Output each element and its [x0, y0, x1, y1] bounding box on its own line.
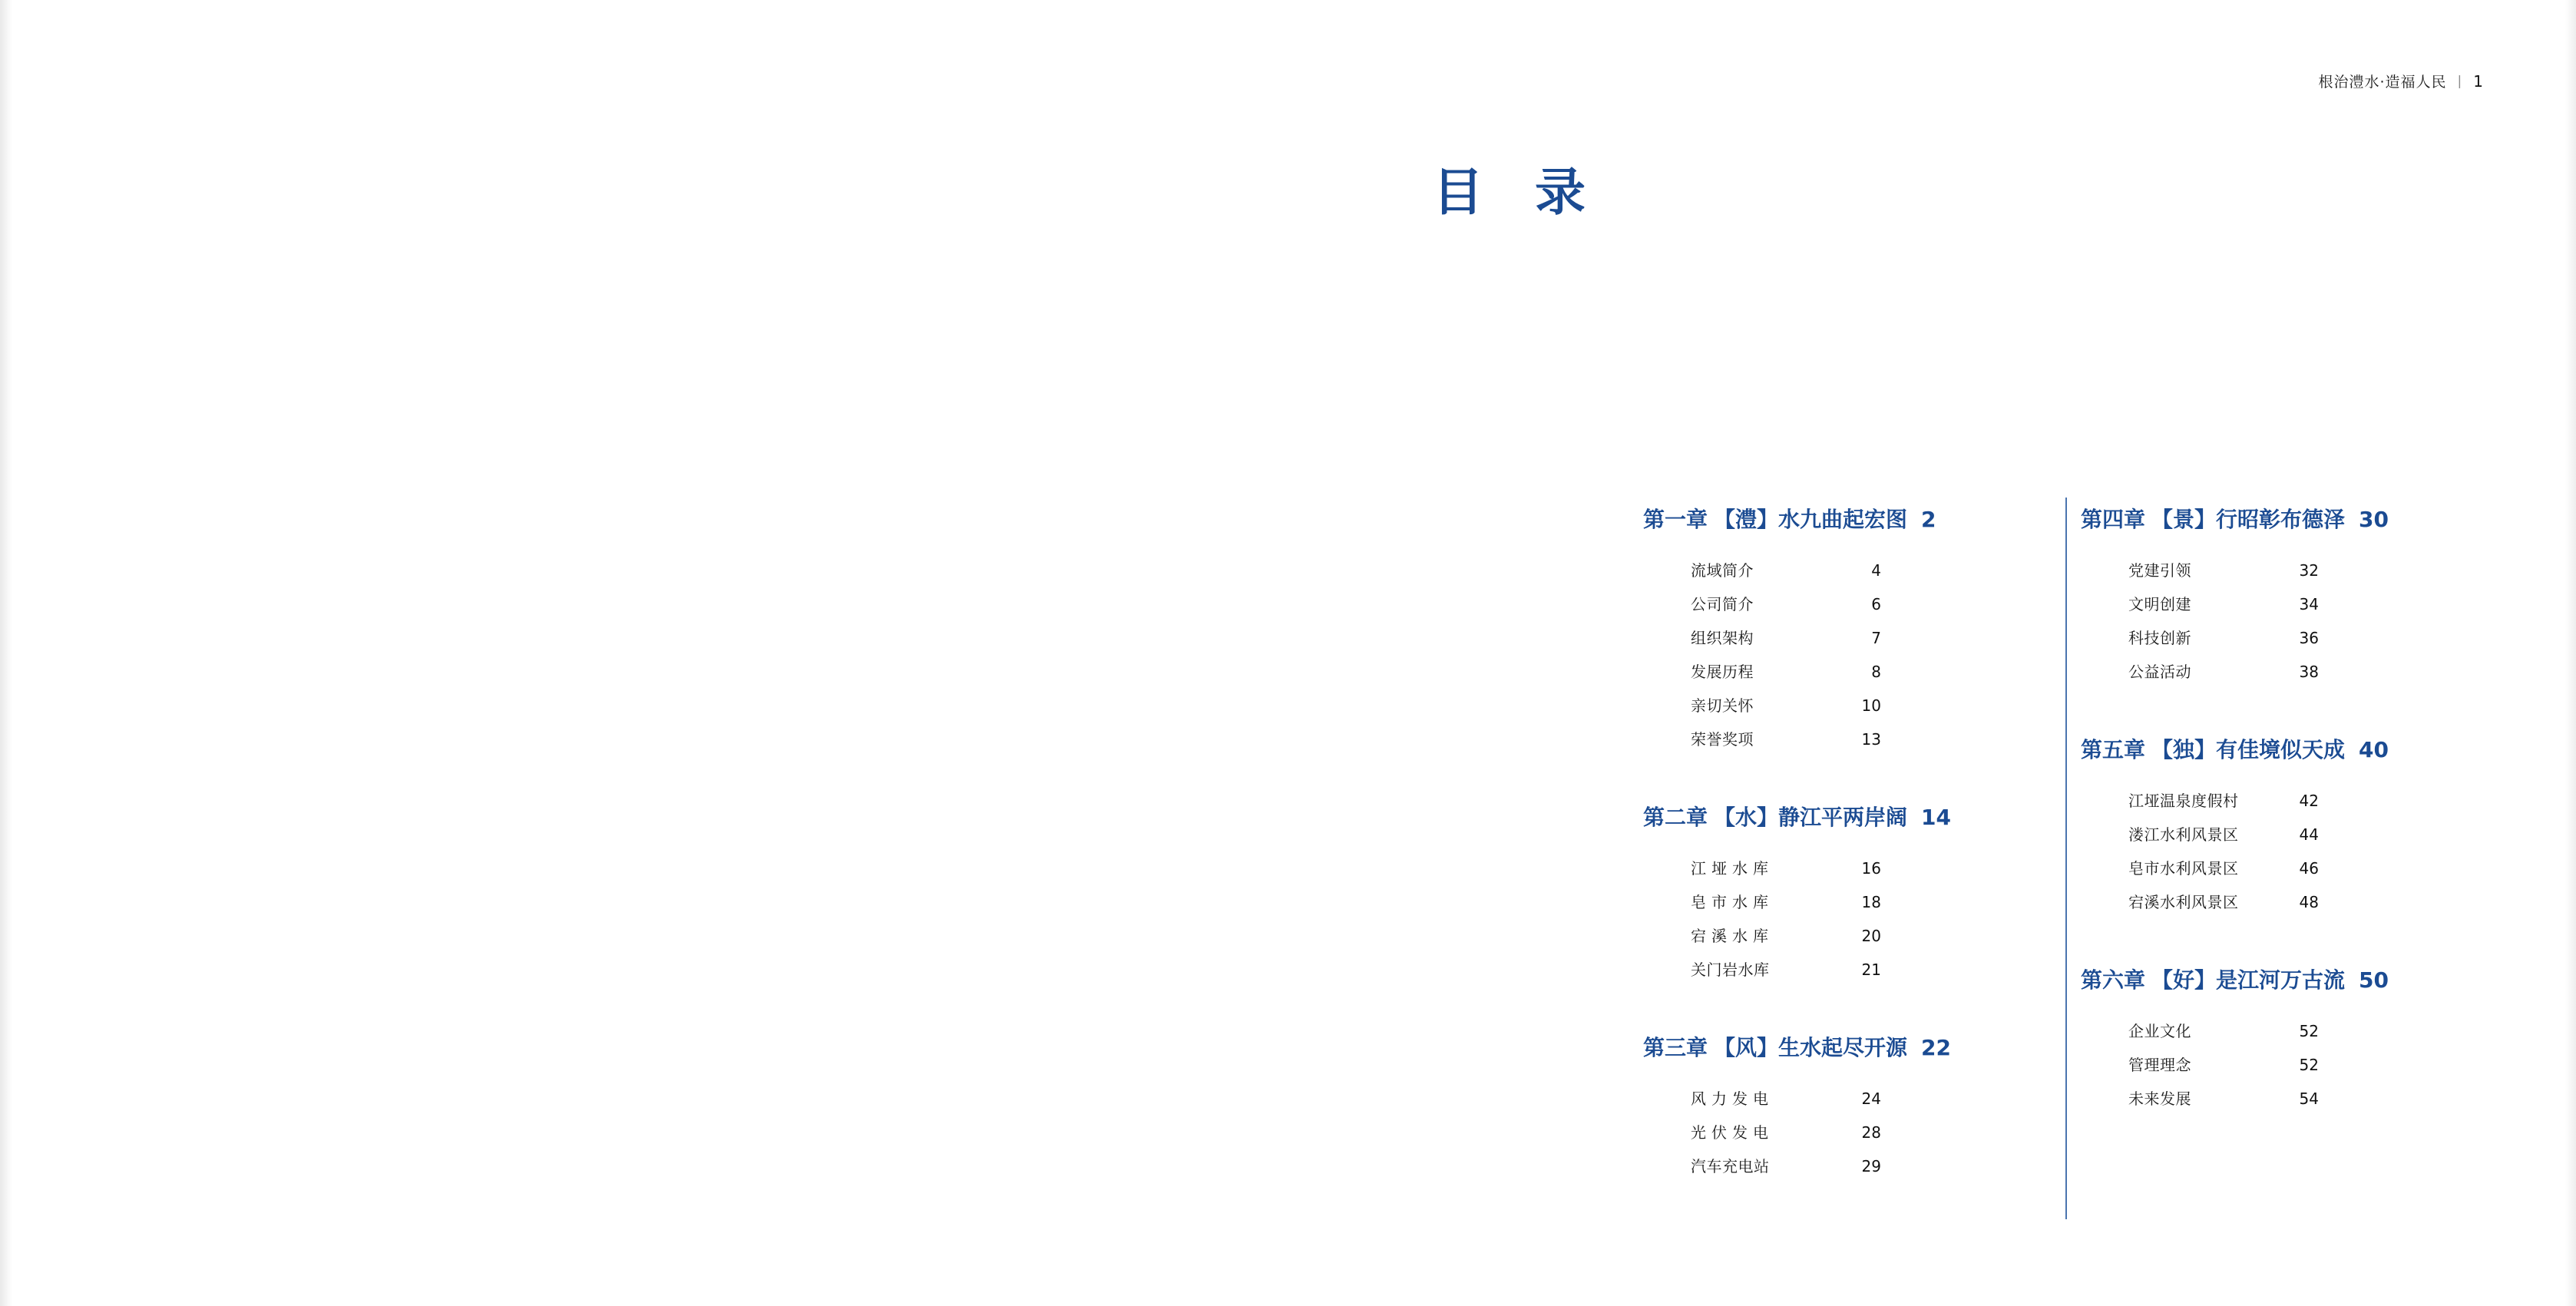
- toc-entry[interactable]: [2128, 621, 2472, 655]
- toc-entry-page: 6: [1871, 595, 1881, 613]
- toc-entry[interactable]: [2128, 1014, 2472, 1048]
- toc-entry[interactable]: [1691, 953, 2035, 987]
- toc-entry[interactable]: [2128, 587, 2472, 621]
- chapter-entries-3: [1643, 1082, 2035, 1183]
- toc-entry[interactable]: [1691, 554, 2035, 587]
- toc-entry-label: 汽车充电站: [1691, 1157, 1770, 1175]
- toc-entry[interactable]: [1691, 655, 2035, 689]
- toc-entry-page: 36: [2299, 629, 2319, 647]
- toc-entry-label: 宕溪水利风景区: [2128, 893, 2239, 911]
- toc-entry[interactable]: [1691, 851, 2035, 885]
- toc-entry-label: 光伏发电: [1691, 1123, 1774, 1142]
- chapter-page-number: 30: [2359, 507, 2389, 532]
- chapter-entries-6: [2081, 1014, 2472, 1116]
- toc-entry-page: 20: [1861, 927, 1881, 945]
- running-header-text: 根治澧水·造福人民: [2318, 74, 2447, 91]
- toc-entry-page: 46: [2299, 859, 2319, 878]
- toc-entry-label: 流域简介: [1691, 561, 1754, 580]
- chapter-number: 第四章: [2081, 507, 2146, 532]
- toc-entry[interactable]: [1691, 1116, 2035, 1149]
- page-left-edge-shading: [0, 0, 12, 1306]
- chapter-entries-2: [1643, 851, 2035, 987]
- chapter-block-3[interactable]: [1643, 1031, 2035, 1183]
- chapter-block-4[interactable]: [2081, 503, 2472, 689]
- toc-entry[interactable]: [2128, 1048, 2472, 1082]
- toc-entry[interactable]: [1691, 722, 2035, 756]
- chapter-block-6[interactable]: [2081, 964, 2472, 1116]
- toc-entry-page: 18: [1861, 893, 1881, 911]
- toc-entry[interactable]: [1691, 621, 2035, 655]
- running-header-separator: |: [2457, 73, 2463, 89]
- toc-entry-page: 4: [1871, 561, 1881, 580]
- chapter-page-number: 14: [1921, 805, 1951, 830]
- toc-entry[interactable]: [1691, 689, 2035, 722]
- toc-entry[interactable]: [2128, 1082, 2472, 1116]
- toc-entry-label: 关门岩水库: [1691, 960, 1770, 979]
- toc-entry[interactable]: [1691, 1149, 2035, 1183]
- toc-entry[interactable]: [2128, 655, 2472, 689]
- toc-entry[interactable]: [2128, 554, 2472, 587]
- chapter-page-number: 50: [2359, 967, 2389, 993]
- toc-entry-label: 皂市水利风景区: [2128, 859, 2239, 878]
- toc-entry-label: 荣誉奖项: [1691, 730, 1754, 749]
- toc-entry-label: 皂市水库: [1691, 893, 1774, 911]
- chapter-heading-5[interactable]: [2081, 733, 2472, 764]
- toc-entry-page: 21: [1861, 960, 1881, 979]
- toc-entry-label: 文明创建: [2128, 595, 2191, 613]
- chapter-heading-1[interactable]: [1643, 503, 2035, 534]
- toc-entry-label: 管理理念: [2128, 1056, 2191, 1074]
- toc-entry-page: 34: [2299, 595, 2319, 613]
- toc-entry-page: 48: [2299, 893, 2319, 911]
- chapter-block-2[interactable]: [1643, 801, 2035, 987]
- toc-entry-label: 发展历程: [1691, 663, 1754, 681]
- chapter-entries-1: [1643, 554, 2035, 756]
- toc-column-left: [1643, 503, 2035, 1228]
- chapter-number: 第二章: [1643, 805, 1708, 830]
- table-of-contents: [1643, 503, 2495, 1228]
- chapter-number: 第一章: [1643, 507, 1708, 532]
- toc-entry-page: 13: [1861, 730, 1881, 749]
- chapter-entries-4: [2081, 554, 2472, 689]
- toc-entry-label: 企业文化: [2128, 1022, 2191, 1040]
- chapter-number: 第六章: [2081, 967, 2146, 993]
- toc-entry-label: 公司简介: [1691, 595, 1754, 613]
- toc-entry[interactable]: [2128, 885, 2472, 919]
- toc-entry-label: 江垭温泉度假村: [2128, 792, 2239, 810]
- chapter-heading-2[interactable]: [1643, 801, 2035, 832]
- page-right-edge-shading: [2565, 0, 2576, 1306]
- toc-entry[interactable]: [1691, 587, 2035, 621]
- toc-column-right: [2035, 503, 2472, 1228]
- chapter-title: 【好】是江河万古流: [2151, 967, 2346, 993]
- toc-entry-label: 溇江水利风景区: [2128, 825, 2239, 844]
- running-header: [2318, 71, 2484, 91]
- toc-entry[interactable]: [1691, 1082, 2035, 1116]
- chapter-number: 第三章: [1643, 1035, 1708, 1060]
- toc-entry[interactable]: [1691, 919, 2035, 953]
- toc-entry-page: 7: [1871, 629, 1881, 647]
- toc-entry[interactable]: [2128, 818, 2472, 851]
- toc-entry-page: 29: [1861, 1157, 1881, 1175]
- toc-entry-page: 42: [2299, 792, 2319, 810]
- chapter-block-5[interactable]: [2081, 733, 2472, 919]
- chapter-title: 【景】行昭彰布德泽: [2151, 507, 2346, 532]
- toc-entry-page: 38: [2299, 663, 2319, 681]
- toc-entry-page: 54: [2299, 1089, 2319, 1108]
- toc-entry-label: 科技创新: [2128, 629, 2191, 647]
- chapter-title: 【水】静江平两岸阔: [1714, 805, 1908, 830]
- toc-entry-label: 组织架构: [1691, 629, 1754, 647]
- running-header-page-number: 1: [2473, 71, 2484, 91]
- toc-entry-label: 风力发电: [1691, 1089, 1774, 1108]
- toc-entry-page: 52: [2299, 1022, 2319, 1040]
- toc-entry-label: 江垭水库: [1691, 859, 1774, 878]
- toc-entry-page: 32: [2299, 561, 2319, 580]
- toc-entry-label: 亲切关怀: [1691, 696, 1754, 715]
- toc-entry-label: 宕溪水库: [1691, 927, 1774, 945]
- chapter-entries-5: [2081, 784, 2472, 919]
- toc-entry-page: 10: [1861, 696, 1881, 715]
- toc-entry-label: 未来发展: [2128, 1089, 2191, 1108]
- chapter-title: 【澧】水九曲起宏图: [1714, 507, 1908, 532]
- chapter-title: 【风】生水起尽开源: [1714, 1035, 1908, 1060]
- chapter-page-number: 2: [1921, 507, 1936, 532]
- chapter-heading-6[interactable]: [2081, 964, 2472, 994]
- toc-entry-label: 公益活动: [2128, 663, 2191, 681]
- toc-entry-page: 52: [2299, 1056, 2319, 1074]
- toc-entry-page: 8: [1871, 663, 1881, 681]
- toc-entry[interactable]: [2128, 851, 2472, 885]
- toc-entry[interactable]: [2128, 784, 2472, 818]
- chapter-page-number: 40: [2359, 737, 2389, 762]
- toc-entry-page: 16: [1861, 859, 1881, 878]
- chapter-block-1[interactable]: [1643, 503, 2035, 756]
- toc-entry-page: 28: [1861, 1123, 1881, 1142]
- toc-entry-page: 24: [1861, 1089, 1881, 1108]
- chapter-heading-4[interactable]: [2081, 503, 2472, 534]
- chapter-number: 第五章: [2081, 737, 2146, 762]
- page-title: 目 录: [1433, 163, 1602, 222]
- chapter-heading-3[interactable]: [1643, 1031, 2035, 1062]
- toc-entry-label: 党建引领: [2128, 561, 2191, 580]
- chapter-title: 【独】有佳境似天成: [2151, 737, 2346, 762]
- toc-entry-page: 44: [2299, 825, 2319, 844]
- chapter-page-number: 22: [1921, 1035, 1951, 1060]
- toc-entry[interactable]: [1691, 885, 2035, 919]
